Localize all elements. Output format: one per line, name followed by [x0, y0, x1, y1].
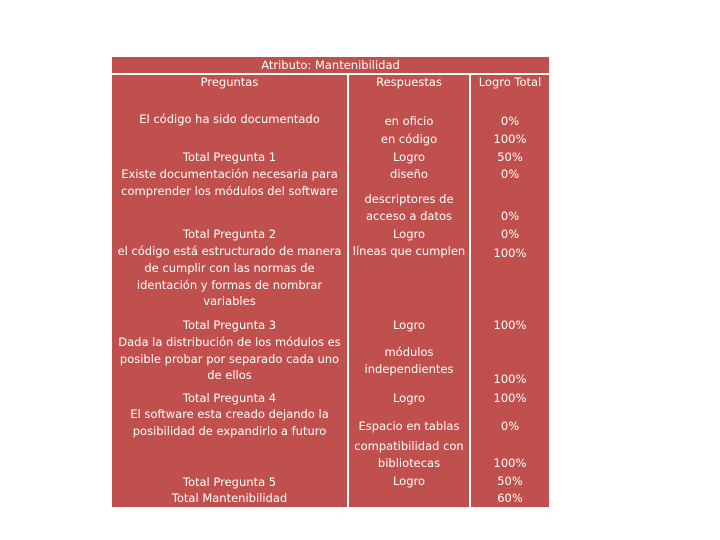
pregunta-2-text-line1: Existe documentación necesaria para: [121, 167, 338, 181]
respuesta-compatibilidad: compatibilidad con: [354, 439, 464, 453]
respuesta-acceso-datos: acceso a datos: [365, 209, 453, 223]
logro-acceso-datos: 0%: [500, 209, 520, 223]
logro-bibliotecas: 100%: [493, 456, 527, 470]
respuesta-en-oficio: en oficio: [384, 114, 434, 128]
respuesta-diseno: diseño: [390, 167, 428, 181]
logro-lineas-cumplen: 100%: [493, 246, 527, 260]
logro-diseno: 0%: [500, 167, 520, 181]
pregunta-4-text-line2: posible probar por separado cada uno: [119, 352, 340, 366]
pregunta-2-text-line2: comprender los módulos del software: [121, 184, 338, 198]
logro-modulos-independientes: 100%: [493, 372, 527, 386]
pregunta-1-text: El código ha sido documentado: [139, 112, 320, 126]
logro-total-pregunta-5: 50%: [497, 474, 523, 488]
respuesta-en-codigo: en código: [380, 132, 438, 146]
logro-total-pregunta-1: 50%: [497, 150, 523, 164]
header-respuestas: Respuestas: [376, 75, 442, 89]
respuesta-espacio-tablas: Espacio en tablas: [358, 419, 460, 433]
logro-codigo: 100%: [493, 132, 527, 146]
total-mantenibilidad: Total Mantenibilidad: [171, 491, 288, 505]
pregunta-5-text-line1: El software esta creado dejando la: [130, 407, 329, 421]
respuesta-logro-2: Logro: [392, 227, 426, 241]
pregunta-3-text-line4: variables: [203, 294, 256, 308]
header-preguntas: Preguntas: [200, 75, 259, 89]
respuesta-lineas-cumplen: líneas que cumplen: [352, 244, 466, 258]
pregunta-4-text-line1: Dada la distribución de los módulos es: [118, 335, 341, 349]
pregunta-5-text-line2: posibilidad de expandirlo a futuro: [132, 424, 327, 438]
pregunta-4-text-line3: de ellos: [207, 368, 252, 382]
pregunta-3-text-line3: identación y formas de nombrar: [136, 278, 323, 292]
table-title: Atributo: Mantenibilidad: [261, 58, 400, 72]
respuesta-logro-1: Logro: [392, 150, 426, 164]
header-logro-total: Logro Total: [478, 75, 542, 89]
pregunta-3-text-line2: de cumplir con las normas de: [144, 261, 315, 275]
respuesta-logro-3: Logro: [392, 318, 426, 332]
respuesta-modulos: módulos: [384, 345, 434, 359]
total-pregunta-4: Total Pregunta 4: [182, 391, 277, 405]
logro-espacio-tablas: 0%: [500, 419, 520, 433]
logro-total-pregunta-4: 100%: [493, 391, 527, 405]
respuesta-independientes: independientes: [364, 362, 454, 376]
total-pregunta-2: Total Pregunta 2: [182, 227, 277, 241]
logro-total-mantenibilidad: 60%: [497, 491, 523, 505]
respuesta-logro-4: Logro: [392, 391, 426, 405]
total-pregunta-3: Total Pregunta 3: [182, 318, 277, 332]
total-pregunta-1: Total Pregunta 1: [182, 150, 277, 164]
respuesta-descriptores: descriptores de: [364, 192, 454, 206]
logro-total-pregunta-3: 100%: [493, 318, 527, 332]
total-pregunta-5: Total Pregunta 5: [182, 475, 277, 489]
logro-total-pregunta-2: 0%: [500, 227, 520, 241]
logro-oficio: 0%: [500, 114, 520, 128]
pregunta-3-text-line1: el código está estructurado de manera: [117, 244, 342, 258]
respuesta-bibliotecas: bibliotecas: [377, 456, 441, 470]
respuesta-logro-5: Logro: [392, 474, 426, 488]
